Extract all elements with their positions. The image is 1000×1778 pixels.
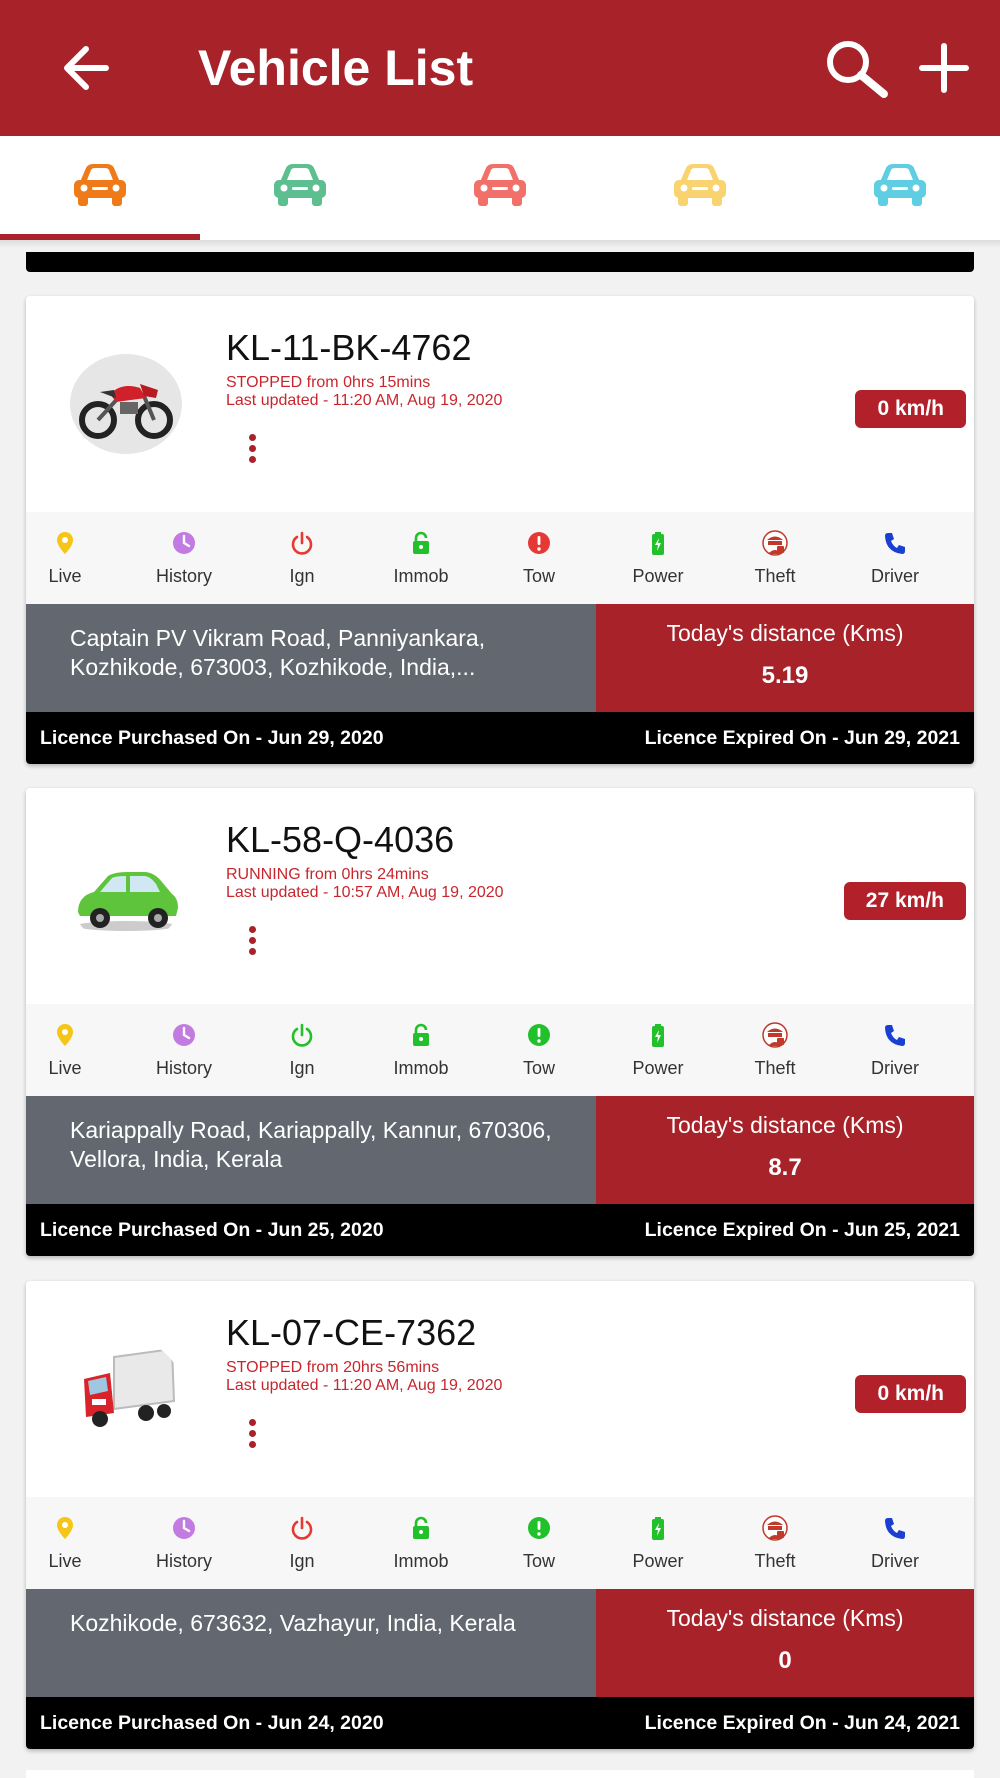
action-ign[interactable] [243, 512, 361, 604]
power-icon [243, 530, 361, 556]
licence-purchased: Licence Purchased On - Jun 25, 2020 [40, 1219, 384, 1241]
today-distance [596, 1589, 974, 1697]
more-options-icon[interactable] [240, 434, 264, 470]
back-arrow-icon[interactable] [58, 36, 118, 100]
vehicle-status: STOPPED from 0hrs 15mins [226, 374, 431, 391]
action-label: Immob [393, 1551, 449, 1571]
action-label: Theft [754, 1551, 796, 1571]
lock-icon [362, 1022, 480, 1048]
action-power[interactable] [599, 512, 717, 604]
action-theft[interactable] [716, 1004, 834, 1096]
last-updated: Last updated - 11:20 AM, Aug 19, 2020 [226, 1377, 503, 1394]
action-theft[interactable] [716, 512, 834, 604]
distance-label: Today's distance (Kms) [666, 620, 904, 646]
action-label: Driver [871, 1551, 919, 1571]
tab-filter-4[interactable] [600, 136, 800, 236]
power-icon [243, 1515, 361, 1541]
action-tow[interactable] [480, 512, 598, 604]
distance-value: 5.19 [761, 662, 809, 689]
action-label: History [155, 1551, 212, 1571]
location-pin-icon [26, 1515, 124, 1541]
phone-icon [836, 1022, 954, 1048]
tab-filter-1[interactable] [0, 136, 200, 236]
phone-icon [836, 530, 954, 556]
action-history[interactable] [125, 1497, 243, 1589]
add-icon[interactable] [912, 36, 976, 100]
last-updated: Last updated - 11:20 AM, Aug 19, 2020 [226, 392, 503, 409]
tab-shadow [0, 240, 1000, 248]
car-icon [470, 160, 530, 213]
car-icon [70, 160, 130, 213]
location-pin-icon [26, 530, 124, 556]
licence-bar [26, 712, 974, 764]
action-live[interactable] [26, 512, 124, 604]
action-bar [26, 1497, 974, 1589]
previous-card-stub [26, 252, 974, 272]
distance-value: 0 [778, 1647, 792, 1674]
tab-filter-3[interactable] [400, 136, 600, 236]
lock-icon [362, 530, 480, 556]
app-bar [0, 0, 1000, 136]
action-bar [26, 512, 974, 604]
action-history[interactable] [125, 1004, 243, 1096]
action-label: Immob [393, 1058, 449, 1078]
licence-bar [26, 1204, 974, 1256]
action-label: Tow [522, 1551, 555, 1571]
alert-icon [480, 1022, 598, 1048]
battery-icon [599, 530, 717, 556]
car-icon [70, 846, 182, 946]
vehicle-address: Kozhikode, 673632, Vazhayur, India, Kerala [26, 1589, 596, 1697]
action-label: Live [48, 1551, 82, 1571]
licence-purchased: Licence Purchased On - Jun 24, 2020 [40, 1712, 384, 1734]
alert-icon [480, 530, 598, 556]
alert-icon [480, 1515, 598, 1541]
action-power[interactable] [599, 1497, 717, 1589]
action-tow[interactable] [480, 1004, 598, 1096]
action-immob[interactable] [362, 1004, 480, 1096]
action-ign[interactable] [243, 1004, 361, 1096]
action-label: Driver [871, 566, 919, 586]
action-immob[interactable] [362, 1497, 480, 1589]
vehicle-thumbnail [70, 846, 182, 946]
vehicle-thumbnail [70, 1339, 182, 1439]
power-icon [243, 1022, 361, 1048]
action-label: Theft [754, 1058, 796, 1078]
vehicle-status: STOPPED from 20hrs 56mins [226, 1359, 440, 1376]
next-card-stub [26, 1770, 974, 1778]
vehicle-address: Captain PV Vikram Road, Panniyankara, Kozhikode, 673003, Kozhikode, India,... [26, 604, 596, 712]
licence-expired: Licence Expired On - Jun 24, 2021 [644, 1712, 960, 1734]
action-label: Theft [754, 566, 796, 586]
vehicle-card[interactable] [26, 788, 974, 1256]
more-options-icon[interactable] [240, 1419, 264, 1455]
location-pin-icon [26, 1022, 124, 1048]
lock-icon [362, 1515, 480, 1541]
action-theft[interactable] [716, 1497, 834, 1589]
today-distance [596, 604, 974, 712]
licence-expired: Licence Expired On - Jun 25, 2021 [644, 1219, 960, 1241]
action-label: Driver [871, 1058, 919, 1078]
vehicle-plate: KL-07-CE-7362 [226, 1312, 477, 1353]
action-live[interactable] [26, 1004, 124, 1096]
clock-icon [125, 530, 243, 556]
action-driver[interactable] [836, 1497, 954, 1589]
action-power[interactable] [599, 1004, 717, 1096]
vehicle-card[interactable] [26, 296, 974, 764]
action-label: Immob [393, 566, 449, 586]
action-label: Ign [289, 1551, 315, 1571]
vehicle-status: RUNNING from 0hrs 24mins [226, 866, 429, 883]
last-updated: Last updated - 10:57 AM, Aug 19, 2020 [226, 884, 504, 901]
distance-label: Today's distance (Kms) [666, 1112, 904, 1138]
distance-value: 8.7 [768, 1154, 802, 1181]
clock-icon [125, 1515, 243, 1541]
distance-label: Today's distance (Kms) [666, 1605, 904, 1631]
thief-icon [716, 1022, 834, 1048]
motorcycle-icon [70, 354, 182, 454]
licence-purchased: Licence Purchased On - Jun 29, 2020 [40, 727, 384, 749]
speed-badge: 27 km/h [844, 882, 966, 920]
action-label: Power [632, 1551, 684, 1571]
truck-icon [70, 1339, 182, 1439]
more-options-icon[interactable] [240, 926, 264, 962]
page-title: Vehicle List [198, 40, 474, 96]
battery-icon [599, 1022, 717, 1048]
action-tow[interactable] [480, 1497, 598, 1589]
vehicle-address: Kariappally Road, Kariappally, Kannur, 670306, Vellora, India, Kerala [26, 1096, 596, 1204]
vehicle-filter-tabs [0, 136, 1000, 240]
action-label: Power [632, 1058, 684, 1078]
action-label: Power [632, 566, 684, 586]
tab-filter-2[interactable] [200, 136, 400, 236]
phone-icon [836, 1515, 954, 1541]
action-label: History [155, 566, 212, 586]
thief-icon [716, 1515, 834, 1541]
action-label: Live [48, 566, 82, 586]
speed-badge: 0 km/h [855, 390, 966, 428]
action-bar [26, 1004, 974, 1096]
tab-filter-5[interactable] [800, 136, 1000, 236]
car-icon [870, 160, 930, 213]
battery-icon [599, 1515, 717, 1541]
action-label: Live [48, 1058, 82, 1078]
vehicle-thumbnail [70, 354, 182, 454]
action-label: Ign [289, 566, 315, 586]
car-icon [270, 160, 330, 213]
search-icon[interactable] [820, 36, 892, 100]
thief-icon [716, 530, 834, 556]
car-icon [670, 160, 730, 213]
vehicle-card[interactable] [26, 1281, 974, 1749]
action-ign[interactable] [243, 1497, 361, 1589]
licence-expired: Licence Expired On - Jun 29, 2021 [644, 727, 960, 749]
speed-badge: 0 km/h [855, 1375, 966, 1413]
action-live[interactable] [26, 1497, 124, 1589]
action-label: Tow [522, 1058, 555, 1078]
action-driver[interactable] [836, 1004, 954, 1096]
action-label: Ign [289, 1058, 315, 1078]
action-label: Tow [522, 566, 555, 586]
action-label: History [155, 1058, 212, 1078]
action-driver[interactable] [836, 512, 954, 604]
action-immob[interactable] [362, 512, 480, 604]
vehicle-plate: KL-11-BK-4762 [226, 327, 472, 368]
action-history[interactable] [125, 512, 243, 604]
vehicle-plate: KL-58-Q-4036 [226, 819, 455, 860]
clock-icon [125, 1022, 243, 1048]
licence-bar [26, 1697, 974, 1749]
today-distance [596, 1096, 974, 1204]
